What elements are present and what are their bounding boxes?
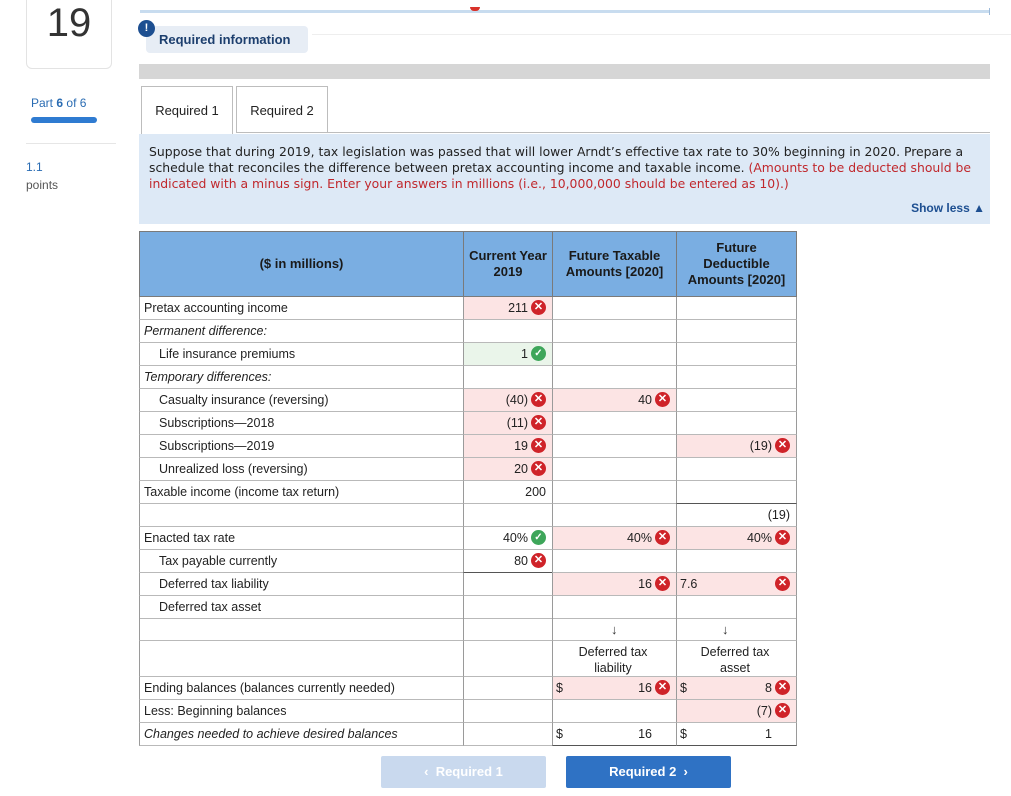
changes-needed-label: Changes needed to achieve desired balances: [139, 723, 463, 746]
incorrect-icon: ✕: [531, 415, 546, 430]
down-arrow-icon: ↓: [722, 622, 729, 637]
incorrect-icon: ✕: [531, 461, 546, 476]
c3-cell: [676, 320, 797, 343]
rail-divider: [26, 143, 116, 144]
deferred-liability-cell: [552, 641, 676, 677]
incorrect-icon: ✕: [531, 553, 546, 568]
c2-cell: [552, 412, 676, 435]
incorrect-icon: ✕: [775, 680, 790, 695]
top-divider: [140, 10, 990, 13]
c3-value: (19): [767, 508, 790, 522]
table-row: [139, 320, 797, 343]
c2-value: 16: [638, 577, 652, 591]
table-row: [139, 389, 797, 412]
part-progress-bar: [31, 117, 97, 123]
c3-cell: [676, 458, 797, 481]
part-current: 6: [56, 96, 64, 110]
changes-asset-value: 1: [765, 727, 772, 741]
row-label: Tax payable currently: [139, 550, 463, 573]
table-row: [139, 412, 797, 435]
c1-value: 80: [514, 554, 528, 568]
c3-cell: [676, 504, 797, 527]
tab-underline: [328, 132, 990, 133]
beginning-asset-input[interactable]: [676, 700, 797, 723]
c1-input[interactable]: [463, 458, 552, 481]
deferred-asset-cell: [676, 641, 797, 677]
c2-cell: [552, 435, 676, 458]
c3-cell: [676, 550, 797, 573]
c3-left-value: 7.6: [680, 577, 698, 591]
alert-icon: !: [138, 20, 155, 37]
c1-value: 200: [525, 485, 546, 499]
c1-value: 20: [514, 462, 528, 476]
table-row: [139, 343, 797, 366]
c2-cell: [552, 343, 676, 366]
c1-cell: [463, 573, 552, 596]
arrow-cell-asset: [676, 618, 797, 641]
c1-input[interactable]: [463, 343, 552, 366]
c2-value: 40: [638, 393, 652, 407]
row-label: Subscriptions—2018: [139, 412, 463, 435]
table-row: [139, 504, 797, 527]
c1-value: (11): [506, 416, 528, 430]
header-future-deductible: Future Deductible Amounts [2020]: [676, 231, 797, 297]
next-required-button[interactable]: [566, 756, 731, 788]
c2-input[interactable]: [552, 527, 676, 550]
c3-input[interactable]: [676, 527, 797, 550]
table-row: [139, 573, 797, 596]
incorrect-icon: ✕: [655, 576, 670, 591]
c2-value: 40%: [626, 531, 652, 545]
empty-label-cell: [139, 618, 463, 641]
table-row: [139, 550, 797, 573]
next-label: Required 2: [609, 764, 677, 779]
incorrect-icon: ✕: [531, 438, 546, 453]
correct-icon: ✓: [531, 530, 546, 545]
ending-liability-input[interactable]: [552, 677, 676, 700]
tab-required-1[interactable]: Required 1: [141, 86, 233, 134]
c1-value: (40): [505, 393, 528, 407]
correct-icon: ✓: [531, 346, 546, 361]
row-label: Deferred tax asset: [139, 596, 463, 619]
dollar-sign: $: [556, 681, 563, 695]
incorrect-icon: ✕: [655, 392, 670, 407]
beginning-asset-value: (7): [756, 704, 772, 718]
c1-cell: [463, 550, 552, 573]
chevron-right-icon: ›: [683, 764, 688, 779]
dollar-sign: $: [556, 727, 563, 741]
row-label: Taxable income (income tax return): [139, 481, 463, 504]
c1-input[interactable]: [463, 412, 552, 435]
incorrect-icon: ✕: [775, 438, 790, 453]
c1-cell: [463, 527, 552, 550]
points-label: points: [26, 178, 59, 192]
c2-cell: [552, 458, 676, 481]
c2-cell: [552, 320, 676, 343]
c2-input[interactable]: [552, 389, 676, 412]
c1-cell: [463, 504, 552, 527]
header-future-taxable: Future Taxable Amounts [2020]: [552, 231, 677, 297]
row-label: Temporary differences:: [139, 366, 463, 389]
changes-liability-value: 16: [638, 727, 652, 741]
c1-value: 40%: [502, 531, 528, 545]
table-row: [139, 366, 797, 389]
down-arrow-icon: ↓: [611, 622, 618, 637]
table-row: [139, 435, 797, 458]
chevron-left-icon: ‹: [424, 764, 429, 779]
c2-cell: [552, 297, 676, 320]
dollar-sign: $: [680, 727, 687, 741]
row-label: Casualty insurance (reversing): [139, 389, 463, 412]
section-bar: [139, 64, 990, 79]
prev-label: Required 1: [435, 764, 503, 779]
c1-input[interactable]: [463, 297, 552, 320]
c1-value: 1: [521, 347, 528, 361]
row-label: Pretax accounting income: [139, 297, 463, 320]
c1-input[interactable]: [463, 389, 552, 412]
c3-cell: [676, 297, 797, 320]
dollar-sign: $: [680, 681, 687, 695]
points-value: 1.1: [26, 160, 43, 174]
required-info-divider: [312, 34, 1011, 35]
c3-cell: [676, 412, 797, 435]
table-row: [139, 297, 797, 320]
c3-cell: [676, 343, 797, 366]
c3-cell: [676, 389, 797, 412]
show-less-link[interactable]: [911, 201, 985, 215]
c3-cell: [676, 596, 797, 619]
beginning-balances-label: Less: Beginning balances: [139, 700, 463, 723]
row-label: [139, 504, 463, 527]
row-label: Life insurance premiums: [139, 343, 463, 366]
required-information-label: Required information: [146, 26, 308, 53]
c3-value: (19): [749, 439, 772, 453]
deferred-labels-row: [139, 641, 797, 675]
top-divider-end: [989, 8, 990, 15]
table-row: [139, 527, 797, 550]
empty-cell: [463, 700, 552, 723]
instructions-panel: [139, 134, 990, 224]
c2-cell: [552, 596, 676, 619]
incorrect-icon: ✕: [775, 703, 790, 718]
empty-cell: [552, 700, 676, 723]
part-indicator: [31, 96, 86, 110]
empty-cell: [463, 641, 552, 677]
arrow-cell-liability: [552, 618, 676, 641]
c1-value: 211: [508, 301, 528, 315]
ending-liability-value: 16: [638, 681, 652, 695]
tab-required-2[interactable]: Required 2: [236, 86, 328, 133]
incorrect-icon: ✕: [531, 300, 546, 315]
ending-asset-value: 8: [765, 681, 772, 695]
deferred-tax-asset-label: Deferred tax asset: [700, 645, 770, 675]
c2-cell: [552, 504, 676, 527]
header-current-year: Current Year 2019: [463, 231, 553, 297]
empty-label-cell: [139, 641, 463, 677]
incorrect-icon: ✕: [655, 680, 670, 695]
c3-cell: [676, 366, 797, 389]
table-row: [139, 458, 797, 481]
c1-cell: [463, 366, 552, 389]
header-label: ($ in millions): [139, 231, 464, 297]
table-row: [139, 481, 797, 504]
question-number[interactable]: 19: [26, 0, 112, 69]
c1-input[interactable]: [463, 435, 552, 458]
show-less-label[interactable]: Show less: [911, 201, 970, 215]
part-prefix: Part: [31, 96, 54, 110]
row-label: Deferred tax liability: [139, 573, 463, 596]
c3-cell: [676, 481, 797, 504]
c1-cell: [463, 481, 552, 504]
row-label: Subscriptions—2019: [139, 435, 463, 458]
c3-value: 40%: [746, 531, 772, 545]
c3-input[interactable]: [676, 573, 797, 596]
ending-balances-row: [139, 677, 797, 700]
changes-liability-value-cell: [552, 723, 676, 746]
table-row: [139, 596, 797, 619]
c2-cell: [552, 366, 676, 389]
arrow-row: [139, 618, 797, 641]
incorrect-icon: ✕: [775, 576, 790, 591]
caret-up-icon: ▲: [973, 201, 985, 215]
c1-value: 19: [514, 439, 528, 453]
row-label: Unrealized loss (reversing): [139, 458, 463, 481]
row-label: Permanent difference:: [139, 320, 463, 343]
beginning-balances-row: [139, 700, 797, 723]
changes-asset-value-cell: [676, 723, 797, 746]
instructions-text: Suppose that during 2019, tax legislation was passed that will lower Arndt’s effective tax rate to 30% beginning in 2020. Prepare a schedule that reconciles the difference between pretax accounting income and taxable income.: [149, 144, 964, 175]
deferred-tax-liability-label: Deferred tax liability: [578, 645, 648, 675]
ending-asset-input[interactable]: [676, 677, 797, 700]
c1-cell: [463, 320, 552, 343]
part-of: of 6: [66, 96, 87, 110]
empty-cell: [463, 677, 552, 700]
c3-input[interactable]: [676, 435, 797, 458]
incorrect-icon: ✕: [655, 530, 670, 545]
changes-needed-row: [139, 723, 797, 746]
c2-cell: [552, 550, 676, 573]
instructions-note: (Amounts to be deducted should be indicated with a minus sign. Enter your answers in millions (i.e., 10,000,000 should be entered as 10).): [149, 160, 972, 191]
ending-balances-label: Ending balances (balances currently needed): [139, 677, 463, 700]
incorrect-icon: ✕: [775, 530, 790, 545]
empty-cell: [463, 618, 552, 641]
incorrect-icon: ✕: [531, 392, 546, 407]
row-label: Enacted tax rate: [139, 527, 463, 550]
c2-input[interactable]: [552, 573, 676, 596]
prev-required-button[interactable]: [381, 756, 546, 788]
c2-cell: [552, 481, 676, 504]
empty-cell: [463, 723, 552, 746]
c1-cell: [463, 596, 552, 619]
